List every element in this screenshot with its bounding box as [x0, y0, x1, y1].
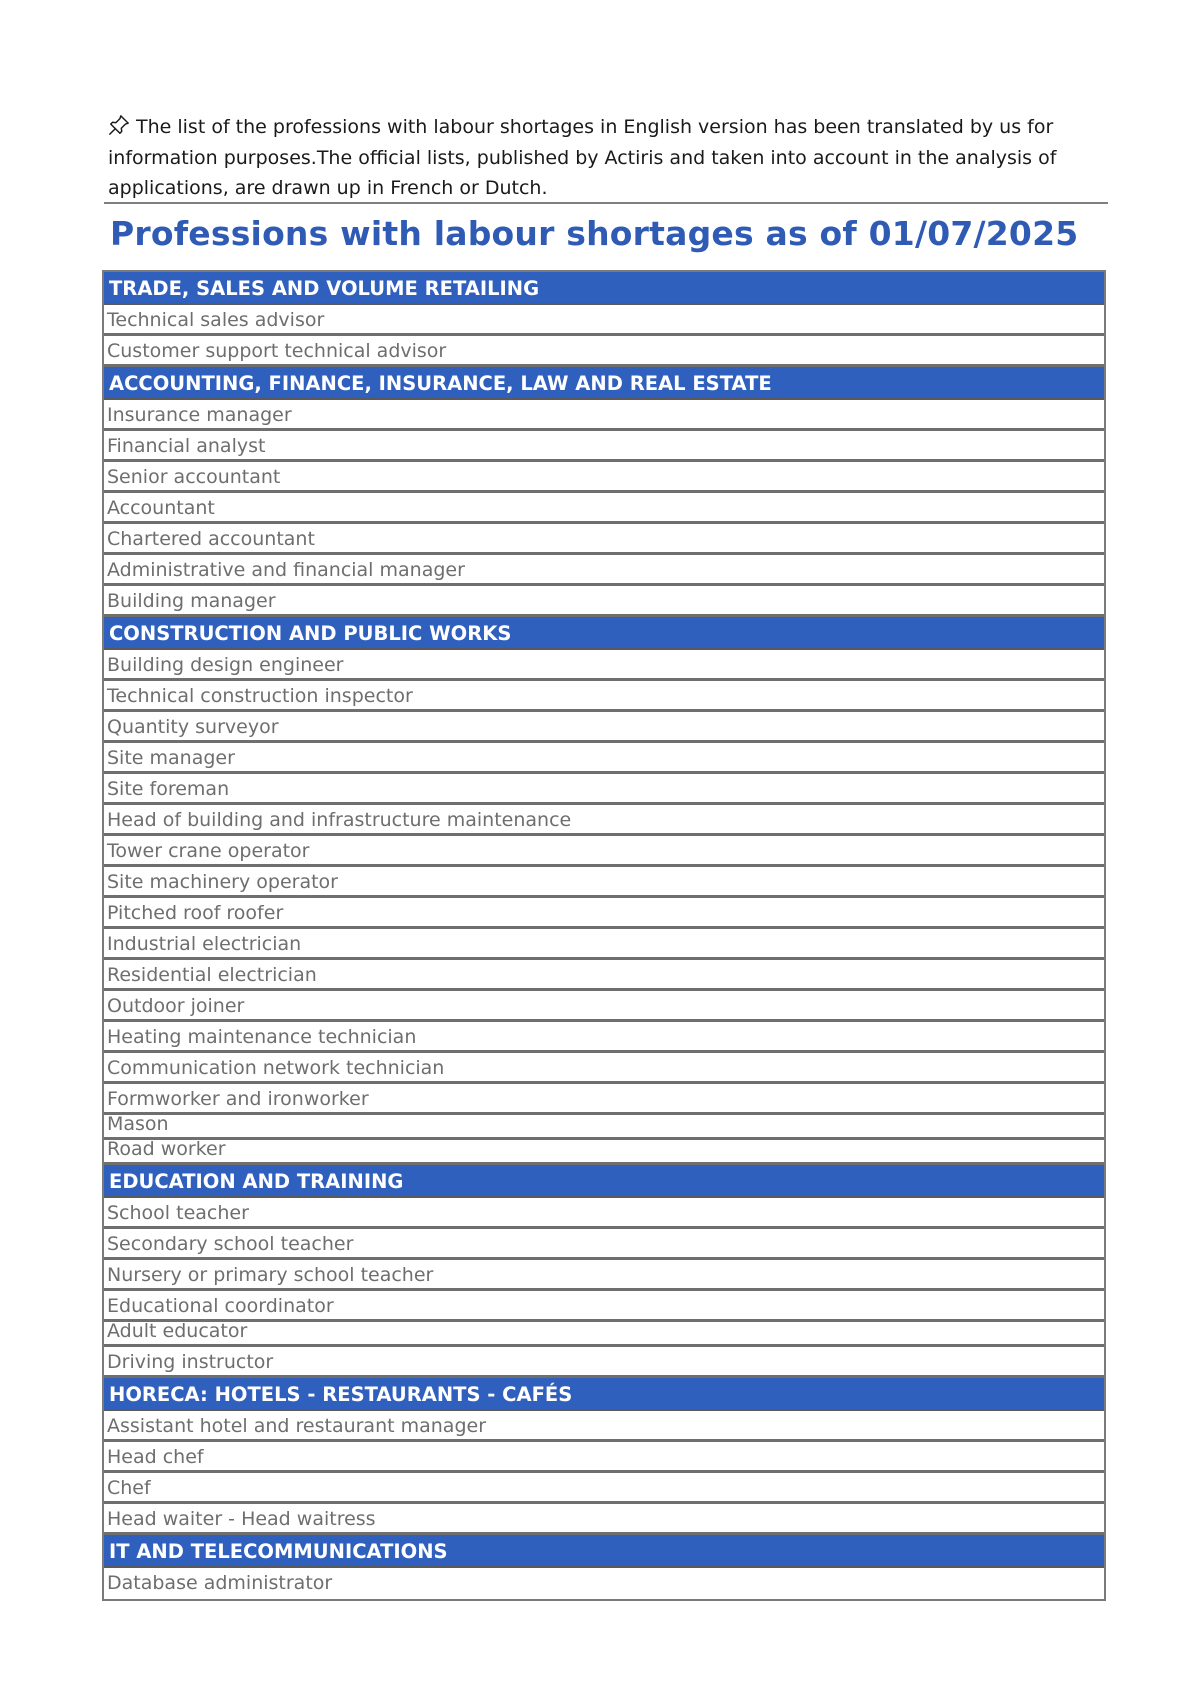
profession-row: Adult educator	[104, 1322, 1104, 1347]
profession-row: Building design engineer	[104, 650, 1104, 681]
profession-row: Industrial electrician	[104, 929, 1104, 960]
profession-row: Formworker and ironworker	[104, 1084, 1104, 1115]
category-header: EDUCATION AND TRAINING	[104, 1165, 1104, 1198]
pin-icon	[108, 114, 130, 136]
profession-row: Accountant	[104, 493, 1104, 524]
profession-row: Quantity surveyor	[104, 712, 1104, 743]
profession-row: Head waiter - Head waitress	[104, 1504, 1104, 1535]
professions-table	[102, 270, 1106, 1601]
profession-row: Customer support technical advisor	[104, 336, 1104, 367]
profession-row: Communication network technician	[104, 1053, 1104, 1084]
category-header: IT AND TELECOMMUNICATIONS	[104, 1535, 1104, 1568]
profession-row: Building manager	[104, 586, 1104, 617]
profession-row: Site manager	[104, 743, 1104, 774]
profession-row: Driving instructor	[104, 1347, 1104, 1378]
profession-row: Technical sales advisor	[104, 305, 1104, 336]
page-title: Professions with labour shortages as of 01/07/2025	[110, 214, 1079, 253]
profession-row: Site machinery operator	[104, 867, 1104, 898]
profession-row: Technical construction inspector	[104, 681, 1104, 712]
profession-row: Site foreman	[104, 774, 1104, 805]
profession-row: Senior accountant	[104, 462, 1104, 493]
profession-row: Insurance manager	[104, 400, 1104, 431]
profession-row: Database administrator	[107, 1572, 333, 1594]
profession-row: Head of building and infrastructure maintenance	[104, 805, 1104, 836]
profession-row: Financial analyst	[104, 431, 1104, 462]
translation-note	[108, 112, 1108, 204]
horizontal-divider	[104, 202, 1108, 204]
category-header: CONSTRUCTION AND PUBLIC WORKS	[104, 617, 1104, 650]
profession-row: Educational coordinator	[104, 1291, 1104, 1322]
category-header: HORECA: HOTELS - RESTAURANTS - CAFÉS	[104, 1378, 1104, 1411]
profession-row: Chef	[104, 1473, 1104, 1504]
profession-row: Nursery or primary school teacher	[104, 1260, 1104, 1291]
profession-row: Head chef	[104, 1442, 1104, 1473]
category-header: ACCOUNTING, FINANCE, INSURANCE, LAW AND REAL ESTATE	[104, 367, 1104, 400]
profession-row: Administrative and financial manager	[104, 555, 1104, 586]
profession-row: Secondary school teacher	[104, 1229, 1104, 1260]
profession-row: Chartered accountant	[104, 524, 1104, 555]
profession-row: Pitched roof roofer	[104, 898, 1104, 929]
profession-row: Heating maintenance technician	[104, 1022, 1104, 1053]
profession-row: Road worker	[104, 1140, 1104, 1165]
category-header: TRADE, SALES AND VOLUME RETAILING	[104, 272, 1104, 305]
profession-row: Tower crane operator	[104, 836, 1104, 867]
translation-note-text: The list of the professions with labour shortages in English version has been translated by us for information purposes.The official lists, published by Actiris and taken into account in the analysis of applications, are drawn up in French or Dutch.	[108, 116, 1057, 199]
profession-row: Residential electrician	[104, 960, 1104, 991]
profession-row: School teacher	[104, 1198, 1104, 1229]
profession-row: Outdoor joiner	[104, 991, 1104, 1022]
profession-row: Mason	[104, 1115, 1104, 1140]
profession-row: Assistant hotel and restaurant manager	[104, 1411, 1104, 1442]
